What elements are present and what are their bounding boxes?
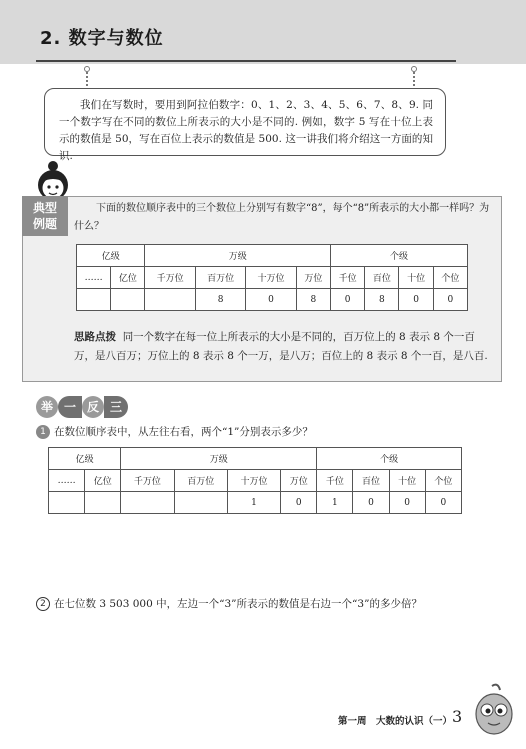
group-header: 万级: [145, 245, 331, 267]
column-header: 百万位: [195, 267, 245, 289]
column-header: 十位: [399, 267, 433, 289]
page-title: 2. 数字与数位: [40, 28, 164, 49]
practice-place-value-table: [48, 447, 462, 514]
table-cell: 1: [317, 492, 353, 514]
table-row: [49, 492, 462, 514]
question-1: [36, 424, 313, 440]
table-cell: 0: [246, 289, 296, 311]
table-cell: 0: [389, 492, 425, 514]
thought-hint: [74, 328, 492, 366]
column-header: ……: [77, 267, 111, 289]
group-header: 亿级: [49, 448, 121, 470]
column-header: 万位: [296, 267, 330, 289]
column-header: 千位: [330, 267, 364, 289]
table-cell: 0: [281, 492, 317, 514]
table-cell: [85, 492, 121, 514]
group-header: 个级: [330, 245, 467, 267]
column-header: 万位: [281, 470, 317, 492]
column-header: 千位: [317, 470, 353, 492]
table-cell: 8: [365, 289, 399, 311]
banner-char: 三: [104, 396, 128, 418]
table-row: [77, 289, 468, 311]
table-row: [77, 245, 468, 267]
column-header: 十位: [389, 470, 425, 492]
header-rule: [36, 60, 456, 62]
column-header: 千万位: [121, 470, 174, 492]
table-cell: 8: [195, 289, 245, 311]
page-number: 3: [452, 707, 463, 726]
table-cell: 0: [399, 289, 433, 311]
question-text: 在七位数 3 503 000 中，左边一个“3”所表示的数值是右边一个“3”的多少倍？: [54, 598, 422, 610]
thought-text: 同一个数字在每一位上所表示的大小是不同的，百万位上的 8 表示 8 个一百万，是八百万；万位上的 8 表示 8 个一万，是八万；百位上的 8 表示 8 个一百，是八百.: [74, 331, 488, 362]
column-header: 十万位: [246, 267, 296, 289]
column-header: 千万位: [145, 267, 195, 289]
question-text: 在数位顺序表中，从左往右看，两个“1”分别表示多少？: [54, 426, 313, 438]
group-header: 万级: [121, 448, 317, 470]
table-cell: 0: [353, 492, 389, 514]
table-cell: 8: [296, 289, 330, 311]
intro-text: 我们在写数时，要用到阿拉伯数字：0、1、2、3、4、5、6、7、8、9. 同一个数字写在不同的数位上所表示的大小是不同的. 例如，数字 5 写在十位上表示的数值是 50，写在百位上表示的数值是 500. 这一讲我们将介绍这一方面的知识.: [59, 99, 433, 162]
table-cell: [111, 289, 145, 311]
question-number-badge: 1: [36, 425, 50, 439]
column-header: 百万位: [174, 470, 227, 492]
column-header: ……: [49, 470, 85, 492]
banner-char: 反: [82, 396, 104, 418]
group-header: 个级: [317, 448, 462, 470]
thought-label: 思路点拨: [74, 331, 116, 343]
example-badge: [22, 196, 68, 236]
column-header: 亿位: [85, 470, 121, 492]
table-cell: [121, 492, 174, 514]
table-cell: [49, 492, 85, 514]
column-header: 个位: [433, 267, 467, 289]
table-cell: [77, 289, 111, 311]
column-header: 亿位: [111, 267, 145, 289]
group-header: 亿级: [77, 245, 145, 267]
banner-char: 一: [58, 396, 82, 418]
column-header: 百位: [353, 470, 389, 492]
example-badge-line2: 例题: [32, 217, 57, 231]
example-question: 下面的数位顺序表中的三个数位上分别写有数字“8”，每个“8”所表示的大小都一样吗？为什么？: [74, 203, 490, 232]
question-2: [36, 596, 422, 612]
example-place-value-table: [76, 244, 468, 311]
column-header: 个位: [425, 470, 461, 492]
practice-banner: [36, 396, 128, 418]
table-cell: [145, 289, 195, 311]
table-cell: [174, 492, 227, 514]
mascot-icon: [470, 682, 518, 738]
intro-box: [44, 88, 446, 162]
example-badge-line1: 典型: [32, 201, 57, 215]
table-cell: 0: [433, 289, 467, 311]
column-header: 十万位: [227, 470, 280, 492]
table-row: [49, 448, 462, 470]
table-cell: 0: [330, 289, 364, 311]
table-row: [49, 470, 462, 492]
table-cell: 1: [227, 492, 280, 514]
column-header: 百位: [365, 267, 399, 289]
footer-chapter: 第一周 大数的认识（一）: [338, 716, 453, 727]
table-row: [77, 267, 468, 289]
question-number-badge: 2: [36, 597, 50, 611]
table-cell: 0: [425, 492, 461, 514]
banner-char: 举: [36, 396, 58, 418]
